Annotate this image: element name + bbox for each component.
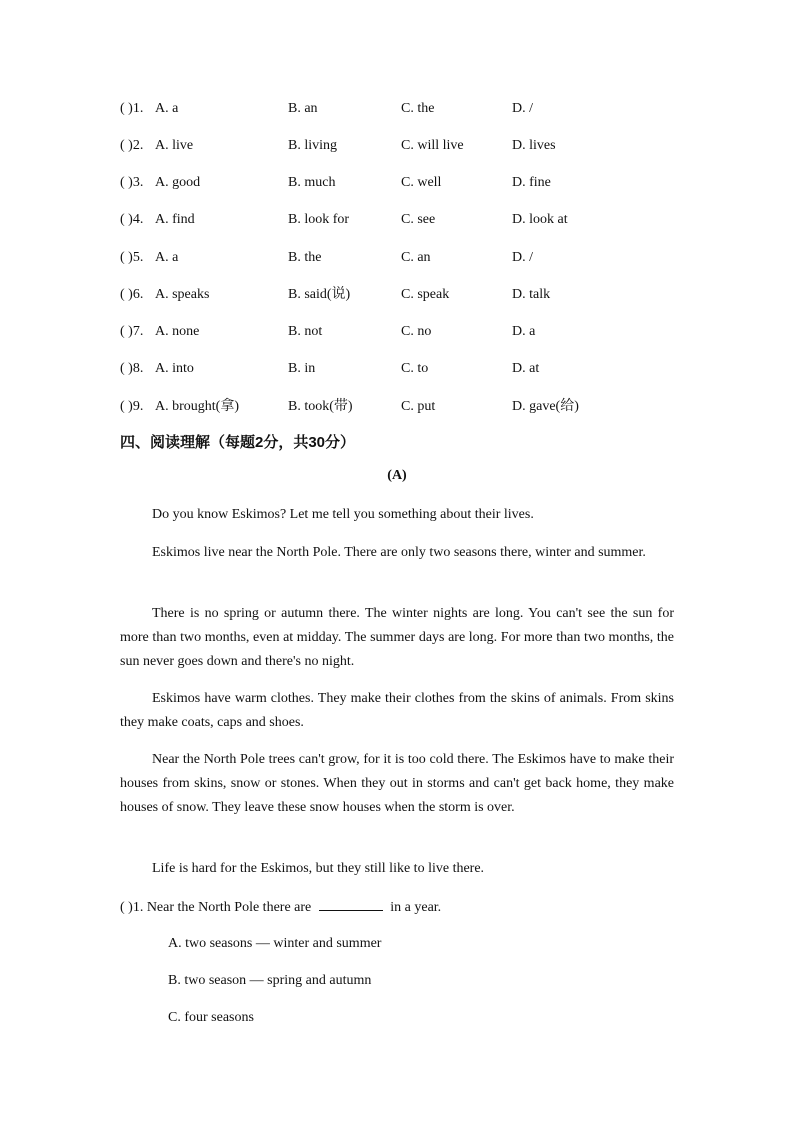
option-c: C. see <box>401 212 436 227</box>
choice-a: A. two seasons — winter and summer <box>168 936 382 951</box>
answer-paren: ( )5. <box>120 250 144 265</box>
question-suffix: in a year. <box>390 900 442 915</box>
option-b: B. said(说) <box>288 287 351 302</box>
answer-paren: ( )7. <box>120 324 144 339</box>
option-a: A. find <box>155 212 195 227</box>
answer-paren: ( )9. <box>120 399 144 414</box>
passage-paragraph: Eskimos live near the North Pole. There are only two seasons there, winter and summer. <box>152 545 646 560</box>
option-d: D. gave(给) <box>512 399 579 414</box>
option-a: A. good <box>155 175 201 190</box>
option-b: B. look for <box>288 212 350 227</box>
option-c: C. no <box>401 324 432 339</box>
option-a: A. brought(拿) <box>155 399 239 414</box>
answer-paren: ( )1. <box>120 101 144 116</box>
passage-label: (A) <box>387 468 407 483</box>
option-b: B. not <box>288 324 323 339</box>
option-c: C. an <box>401 250 431 265</box>
option-c: C. well <box>401 175 442 190</box>
option-b: B. an <box>288 101 318 116</box>
option-c: C. speak <box>401 287 450 302</box>
answer-paren: ( )4. <box>120 212 144 227</box>
option-b: B. the <box>288 250 322 265</box>
answer-blank[interactable] <box>319 896 383 911</box>
option-d: D. a <box>512 324 536 339</box>
option-a: A. speaks <box>155 287 210 302</box>
question-prefix: ( )1. Near the North Pole there are <box>120 900 312 915</box>
option-d: D. lives <box>512 138 556 153</box>
option-b: B. living <box>288 138 338 153</box>
answer-paren: ( )8. <box>120 361 144 376</box>
option-a: A. a <box>155 101 179 116</box>
answer-paren: ( )6. <box>120 287 144 302</box>
choice-c: C. four seasons <box>168 1010 254 1025</box>
choice-b: B. two season — spring and autumn <box>168 973 372 988</box>
option-c: C. to <box>401 361 429 376</box>
passage-paragraph: Life is hard for the Eskimos, but they still like to live there. <box>152 861 485 876</box>
option-a: A. live <box>155 138 194 153</box>
option-a: A. none <box>155 324 200 339</box>
option-d: D. at <box>512 361 540 376</box>
option-a: A. into <box>155 361 194 376</box>
option-c: C. will live <box>401 138 464 153</box>
section-title: 四、阅读理解（每题2分，共30分） <box>120 434 356 451</box>
question-1 <box>120 896 441 918</box>
passage-paragraph: Do you know Eskimos? Let me tell you something about their lives. <box>152 507 534 522</box>
option-d: D. / <box>512 250 533 265</box>
option-d: D. fine <box>512 175 551 190</box>
answer-paren: ( )2. <box>120 138 144 153</box>
option-d: D. / <box>512 101 533 116</box>
passage-paragraph: Eskimos have warm clothes. They make their clothes from the skins of animals. From skins they make coats, caps and shoes. <box>120 691 674 730</box>
passage-paragraph: There is no spring or autumn there. The winter nights are long. You can't see the sun for more than two months, even at midday. The summer days are long. For more than two months, the sun never goes down and there's no night. <box>120 606 674 669</box>
option-c: C. the <box>401 101 435 116</box>
option-c: C. put <box>401 399 436 414</box>
answer-paren: ( )3. <box>120 175 144 190</box>
option-d: D. look at <box>512 212 568 227</box>
option-d: D. talk <box>512 287 551 302</box>
option-a: A. a <box>155 250 179 265</box>
option-b: B. in <box>288 361 316 376</box>
option-b: B. took(带) <box>288 399 353 414</box>
passage-paragraph: Near the North Pole trees can't grow, for it is too cold there. The Eskimos have to make their houses from skins, snow or stones. When they out in storms and can't get back home, they make houses of snow. They leave these snow houses when the storm is over. <box>120 752 674 815</box>
option-b: B. much <box>288 175 336 190</box>
